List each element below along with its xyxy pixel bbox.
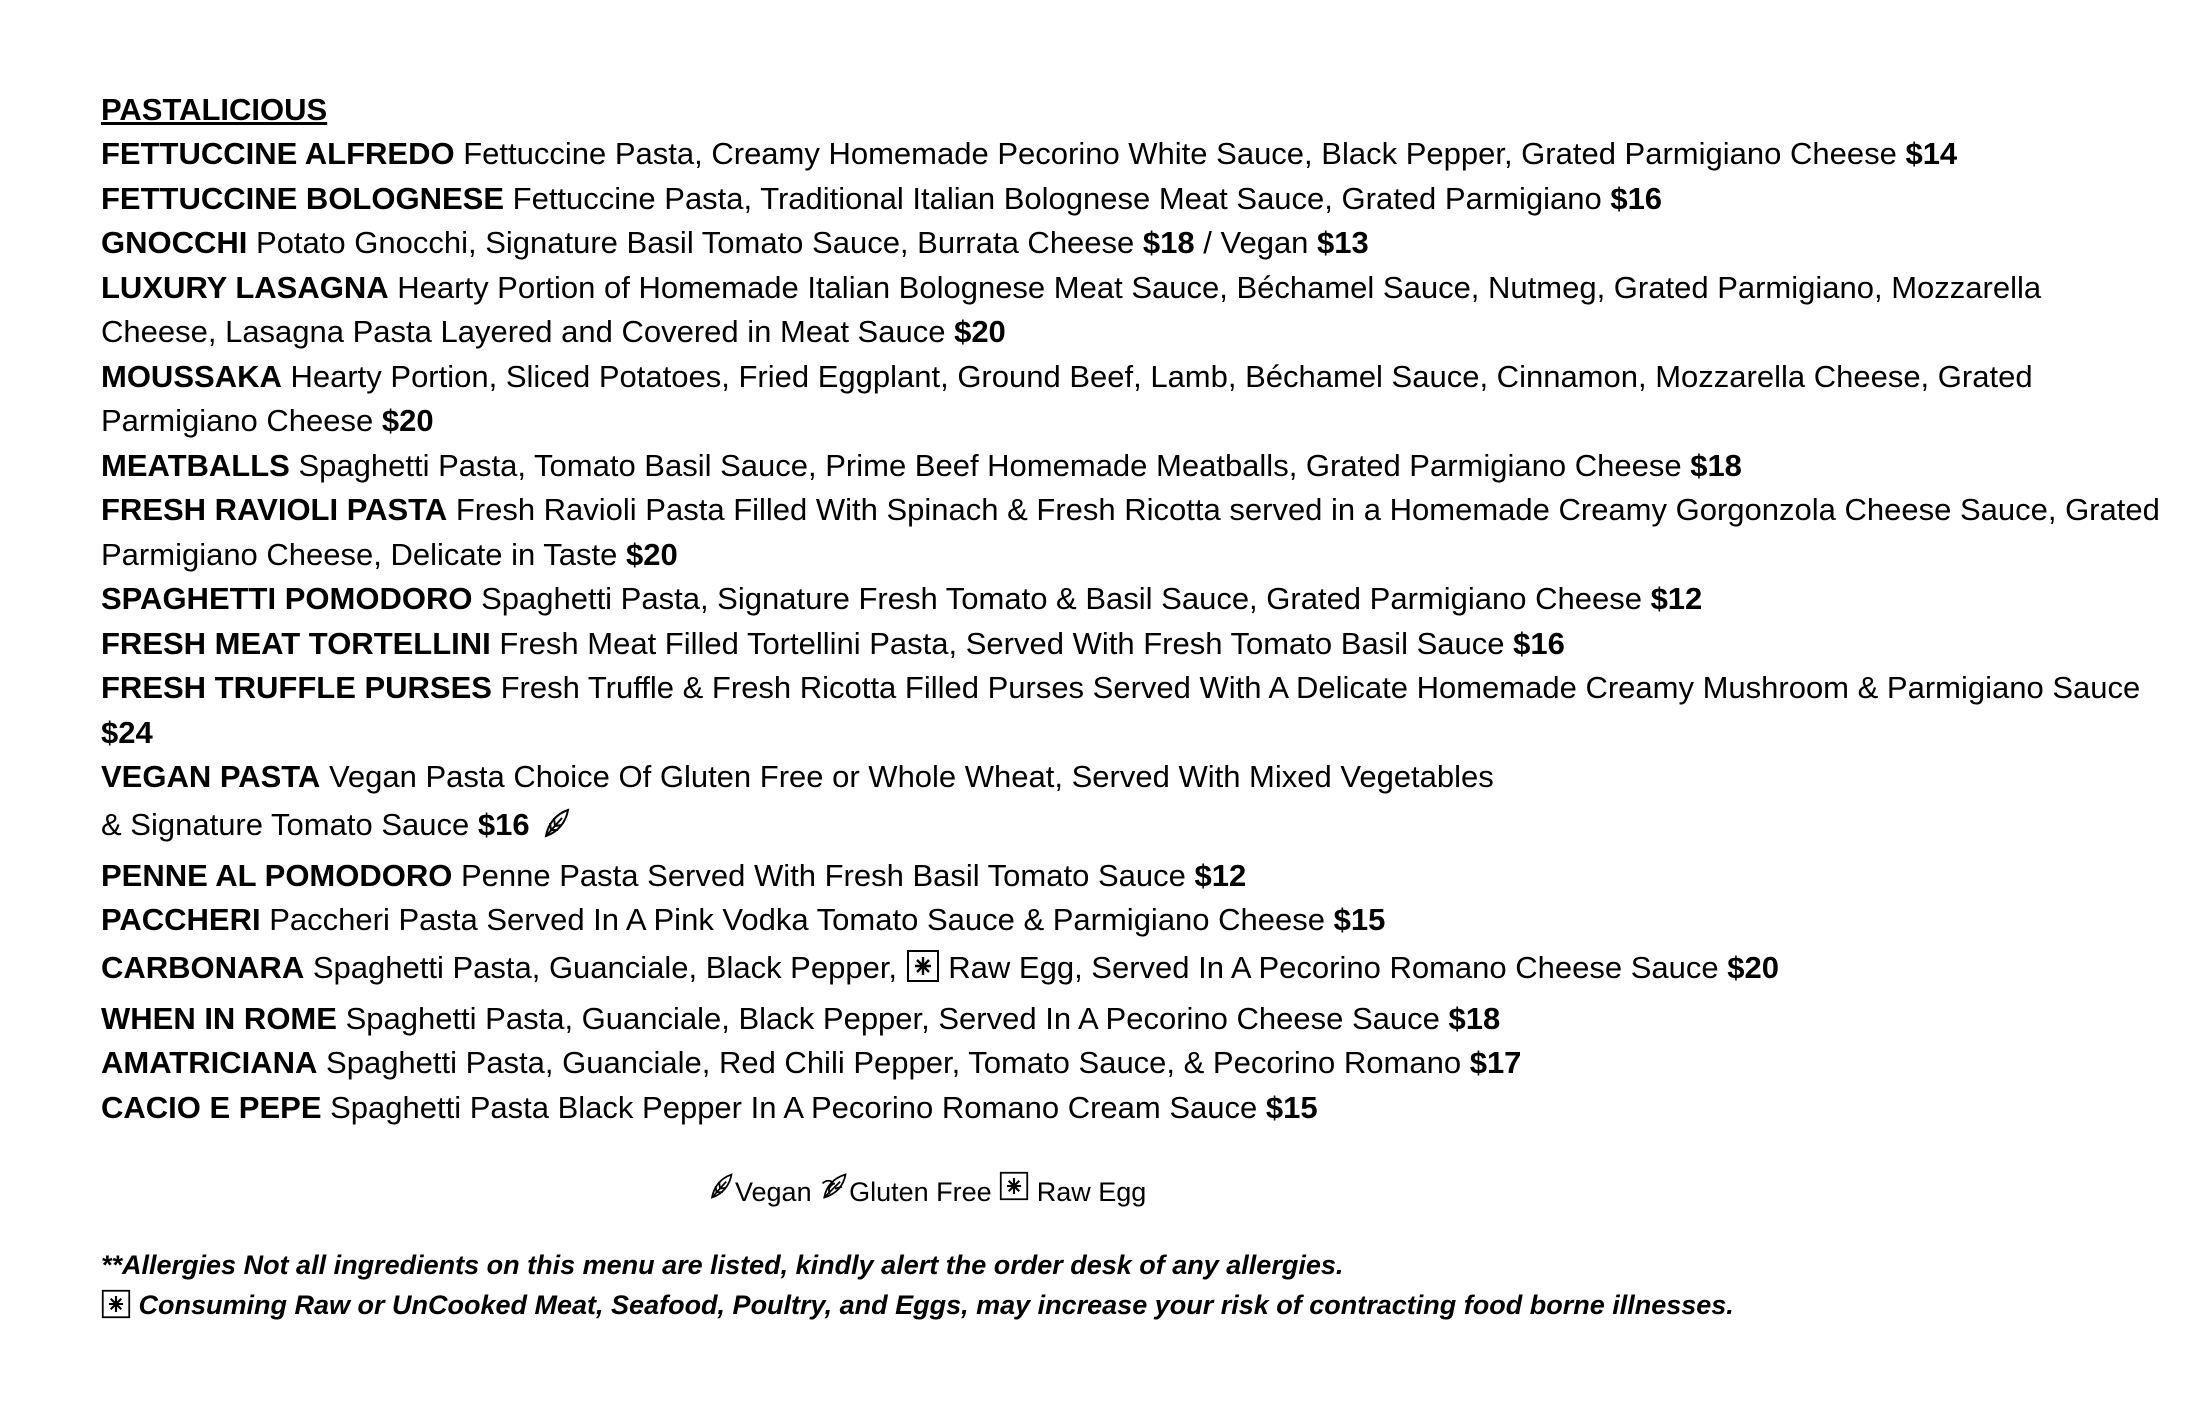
item-price: $20 [626, 536, 678, 572]
legend-gluten-free-label: Gluten Free [849, 1176, 992, 1207]
vegan-icon [538, 805, 572, 854]
item-description: Fresh Truffle & Fresh Ricotta Filled Purses Served With A Delicate Homemade Creamy Mushroom & Parmigiano Sauce [500, 670, 2141, 705]
menu-item [101, 1086, 2161, 1131]
menu-item [101, 943, 2161, 997]
item-name: MEATBALLS [101, 447, 290, 483]
menu-item [101, 221, 2161, 266]
item-name: PACCHERI [101, 902, 261, 937]
item-description: Fresh Ravioli Pasta Filled With Spinach & Fresh Ricotta served in a Homemade Creamy Gorgonzola Cheese Sauce, Grated Parmigiano Cheese, Delicate in Taste [101, 492, 2160, 572]
item-description: Spaghetti Pasta, Guanciale, Black Pepper, Served In A Pecorino Cheese Sauce [345, 1000, 1440, 1036]
menu-item-continuation [101, 800, 2161, 854]
legend-vegan-label: Vegan [735, 1176, 812, 1207]
item-name: LUXURY LASAGNA [101, 269, 389, 305]
item-price: $20 [954, 314, 1006, 349]
item-name: FRESH TRUFFLE PURSES [101, 670, 492, 705]
item-price: $17 [1469, 1045, 1522, 1080]
item-description: Spaghetti Pasta, Guanciale, Red Chili Pepper, Tomato Sauce, & Pecorino Romano [326, 1045, 1462, 1080]
item-price: $16 [1513, 625, 1565, 661]
item-alt-price: $13 [1317, 225, 1369, 260]
item-price: $18 [1690, 447, 1742, 483]
menu-item [101, 488, 2161, 577]
menu-item [101, 898, 2161, 943]
item-name: PENNE AL POMODORO [101, 857, 453, 893]
item-name: CARBONARA [101, 949, 305, 985]
item-name: SPAGHETTI POMODORO [101, 581, 473, 616]
item-description: Potato Gnocchi, Signature Basil Tomato Sauce, Burrata Cheese [256, 225, 1135, 260]
section-title: PASTALICIOUS [101, 92, 328, 127]
item-description: Paccheri Pasta Served In A Pink Vodka Tomato Sauce & Parmigiano Cheese [269, 902, 1326, 937]
item-description: Fresh Meat Filled Tortellini Pasta, Served With Fresh Tomato Basil Sauce [499, 625, 1505, 661]
item-description: Spaghetti Pasta, Signature Fresh Tomato & Basil Sauce, Grated Parmigiano Cheese [481, 581, 1642, 616]
raw-food-warning [101, 1285, 1734, 1330]
allergy-note: **Allergies Not all ingredients on this menu are listed, kindly alert the order desk of any allergies. [101, 1250, 1344, 1280]
item-price: $12 [1650, 581, 1703, 616]
item-name: FRESH MEAT TORTELLINI [101, 625, 491, 661]
item-price: $18 [1448, 1000, 1501, 1036]
menu-item [101, 266, 2161, 355]
menu-item [101, 577, 2161, 622]
legend-raw-egg-label: Raw Egg [1036, 1176, 1147, 1207]
raw-egg-icon [101, 1289, 131, 1330]
menu-item [101, 622, 2161, 667]
gluten-free-icon [819, 1171, 849, 1212]
item-price: $15 [1333, 902, 1386, 937]
menu-item [101, 1041, 2161, 1086]
vegan-icon [705, 1171, 735, 1212]
menu-notes [101, 1245, 1734, 1330]
item-name: GNOCCHI [101, 225, 248, 260]
item-price: $14 [1905, 136, 1958, 171]
item-description: Fettuccine Pasta, Traditional Italian Bolognese Meat Sauce, Grated Parmigiano [512, 180, 1602, 216]
menu-item [101, 755, 2161, 800]
item-price: $15 [1265, 1089, 1318, 1125]
item-price: $20 [1727, 949, 1779, 985]
menu-item [101, 666, 2161, 755]
item-price: $18 [1142, 225, 1195, 260]
raw-egg-icon [999, 1171, 1029, 1212]
item-name: FETTUCCINE BOLOGNESE [101, 180, 505, 216]
item-description: Raw Egg, Served In A Pecorino Romano Cheese Sauce [948, 949, 1719, 985]
menu-item [101, 444, 2161, 489]
item-name: MOUSSAKA [101, 358, 282, 394]
item-price: $20 [381, 403, 434, 438]
item-description: Penne Pasta Served With Fresh Basil Tomato Sauce [461, 857, 1186, 893]
menu-item [101, 132, 2161, 177]
item-description: Spaghetti Pasta Black Pepper In A Pecorino Romano Cream Sauce [330, 1089, 1258, 1125]
icon-legend [705, 1170, 1146, 1212]
item-price: $12 [1194, 857, 1247, 893]
item-description: & Signature Tomato Sauce [101, 806, 470, 842]
item-description: Vegan Pasta Choice Of Gluten Free or Whole Wheat, Served With Mixed Vegetables [328, 759, 1494, 794]
item-name: AMATRICIANA [101, 1045, 318, 1080]
raw-egg-icon [906, 948, 940, 997]
item-description: Spaghetti Pasta, Tomato Basil Sauce, Prime Beef Homemade Meatballs, Grated Parmigiano Cheese [298, 447, 1682, 483]
item-alt-label: / Vegan [1203, 225, 1309, 260]
item-name: WHEN IN ROME [101, 1000, 337, 1036]
raw-food-warning-text: Consuming Raw or UnCooked Meat, Seafood, Poultry, and Eggs, may increase your risk of contracting food borne illnesses. [138, 1290, 1734, 1320]
menu-item [101, 177, 2161, 222]
item-description: Spaghetti Pasta, Guanciale, Black Pepper, [312, 949, 898, 985]
menu-item [101, 355, 2161, 444]
menu-item [101, 854, 2161, 899]
menu-item [101, 997, 2161, 1042]
item-description: Fettuccine Pasta, Creamy Homemade Pecorino White Sauce, Black Pepper, Grated Parmigiano Cheese [463, 136, 1897, 171]
item-description: Hearty Portion, Sliced Potatoes, Fried Eggplant, Ground Beef, Lamb, Béchamel Sauce, Cinnamon, Mozzarella Cheese, Grated Parmigiano Cheese [101, 358, 2033, 438]
item-name: FRESH RAVIOLI PASTA [101, 492, 448, 527]
item-description: Hearty Portion of Homemade Italian Bolognese Meat Sauce, Béchamel Sauce, Nutmeg, Grated Parmigiano, Mozzarella Cheese, Lasagna Pasta Layered and Covered in Meat Sauce [101, 269, 2042, 349]
item-price: $16 [477, 806, 530, 842]
item-name: VEGAN PASTA [101, 759, 321, 794]
item-price: $24 [101, 714, 153, 750]
pasta-menu [101, 88, 2161, 1130]
item-name: FETTUCCINE ALFREDO [101, 136, 455, 171]
item-price: $16 [1610, 180, 1663, 216]
item-name: CACIO E PEPE [101, 1089, 322, 1125]
